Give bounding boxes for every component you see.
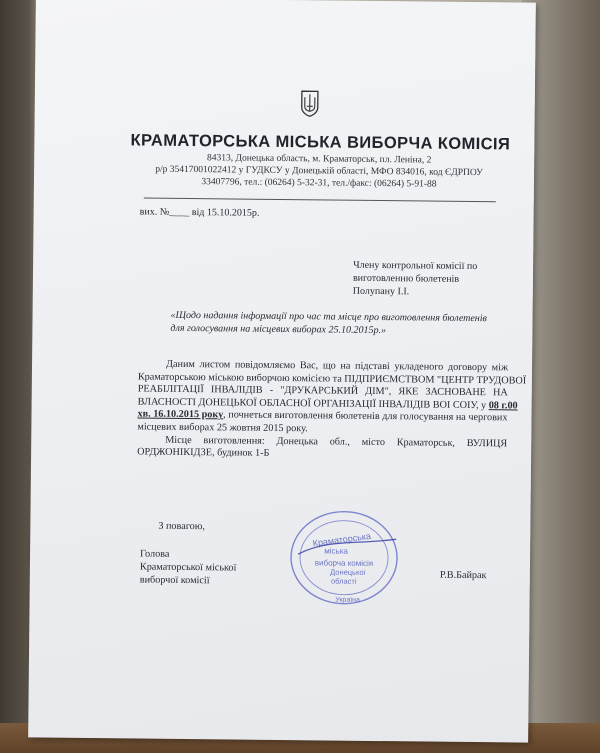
recipient-line: Полупану І.І. xyxy=(352,285,410,298)
body-line: Місце виготовлення: Донецька обл., місто Краматорськ, ВУЛИЦЯ xyxy=(165,434,508,449)
body-text-fragment: , почнеться виготовлення бюлетенів для голосування на чергових xyxy=(223,409,508,424)
outgoing-number: вих. №____ від 15.10.2015р. xyxy=(139,206,260,219)
signatory-line: Голова xyxy=(140,548,170,560)
letter-page xyxy=(28,0,536,743)
subject-line: для голосування на місцевих виборах 25.10.2015р.» xyxy=(170,322,387,337)
body-line: місцевих виборах 25 жовтня 2015 року. xyxy=(137,421,308,435)
subject-line: «Щодо надання інформації про час та місце про виготовлення бюлетенів xyxy=(170,309,487,325)
header-divider xyxy=(144,198,496,203)
body-line: РЕАБІЛІТАЦІЇ ІНВАЛІДІВ - "ДРУКАРСЬКИЙ ДІМ", ЯКЕ ЗАСНОВАНЕ НА xyxy=(137,383,508,399)
signatory-line: Краматорської міської xyxy=(139,561,237,574)
address-line: 84313, Донецька область, м. Краматорськ, пл. Леніна, 2 xyxy=(206,153,432,166)
stamp-text: Україна xyxy=(335,596,360,604)
stamp-text: Краматорська xyxy=(312,530,372,549)
organization-title: КРАМАТОРСЬКА МІСЬКА ВИБОРЧА КОМІСІЯ xyxy=(130,131,511,154)
stamp-text: виборча комісія xyxy=(314,558,374,568)
body-line: Даним листом повідомляємо Вас, що на підставі укладеного договору між xyxy=(165,358,509,374)
body-line: Краматорською міською виборчою комісією та ПІДПРИЄМСТВОМ "ЦЕНТР ТРУДОВОЇ xyxy=(137,371,527,387)
recipient-line: Члену контрольної комісії по xyxy=(353,259,478,273)
body-line: ОРДЖОНІКІДЗЕ, будинок 1-Б xyxy=(137,446,270,460)
start-time: 08 г.00 xyxy=(488,399,518,412)
start-date: хв. 16.10.2015 року xyxy=(137,408,224,421)
recipient-line: виготовленню бюлетенів xyxy=(352,272,460,285)
signer-name: Р.В.Байрак xyxy=(439,569,487,582)
signatory-line: виборчої комісії xyxy=(139,574,210,587)
letter-body xyxy=(137,358,527,463)
closing-phrase: З повагою, xyxy=(158,520,205,533)
coat-of-arms-icon xyxy=(300,89,320,117)
stamp-text: області xyxy=(330,576,357,586)
stamp-text: Донецької xyxy=(330,567,366,577)
official-stamp xyxy=(288,508,401,607)
stamp-text: міська xyxy=(324,546,348,556)
address-line: р/р 35417001022412 у ГУДКСУ у Донецькій області, МФО 834016, код ЄДРПОУ xyxy=(155,164,483,179)
body-text-fragment: ВЛАСНОСТІ ДОНЕЦЬКОЇ ОБЛАСНОЇ ОРГАНІЗАЦІЇ ІНВАЛІДІВ ВОІ СОІУ, у xyxy=(137,396,489,411)
address-line: 33407796, тел.: (06264) 5-32-31, тел./факс: (06264) 5-91-88 xyxy=(201,177,437,190)
